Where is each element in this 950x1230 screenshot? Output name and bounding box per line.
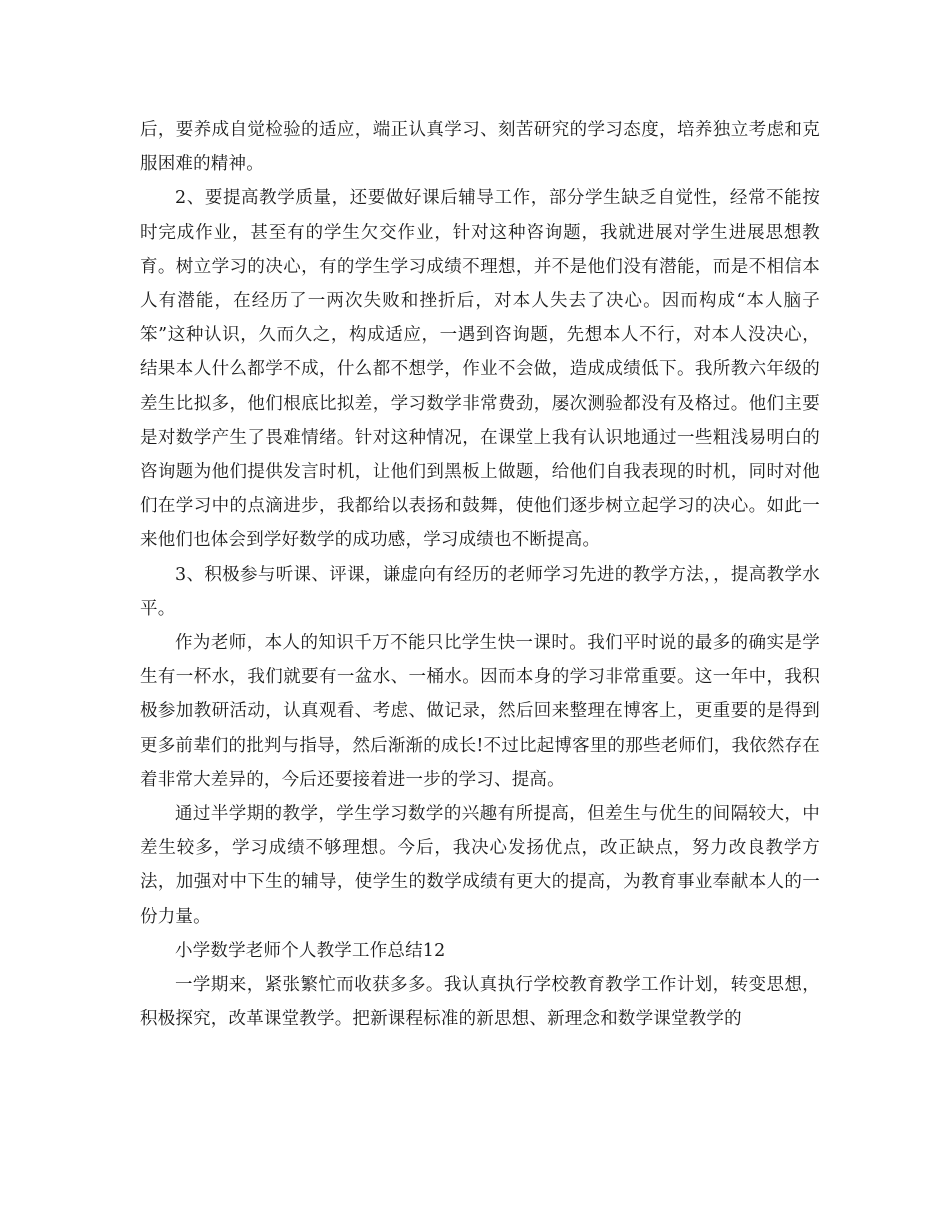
paragraph-semester-summary: 通过半学期的教学，学生学习数学的兴趣有所提高，但差生与优生的间隔较大，中差生较多，学习成绩不够理想。今后，我决心发扬优点，改正缺点，努力改良教学方法，加强对中下生的辅导，使学生的数学成绩有更大的提高，为教育事业奉献本人的一份力量。 xyxy=(140,804,820,927)
section-heading: 小学数学老师个人教学工作总结12 xyxy=(175,940,446,961)
paragraph-continuation: 后，要养成自觉检验的适应，端正认真学习、刻苦研究的学习态度，培养独立考虑和克服困难的精神。 xyxy=(140,120,820,175)
paragraph-point-2: 2、要提高教学质量，还要做好课后辅导工作，部分学生缺乏自觉性，经常不能按时完成作业，甚至有的学生欠交作业，针对这种咨询题，我就进展对学生进展思想教育。树立学习的决心，有的学生学习成绩不理想，并不是他们没有潜能，而是不相信本人有潜能，在经历了一两次失败和挫折后，对本人失去了决心。因而构成“本人脑子笨”这种认识，久而久之，构成适应，一遇到咨询题，先想本人不行，对本人没决心，结果本人什么都学不成，什么都不想学，作业不会做，造成成绩低下。我所教六年级的差生比拟多，他们根底比拟差，学习数学非常费劲，屡次测验都没有及格过。他们主要是对数学产生了畏难情绪。针对这种情况，在课堂上我有认识地通过一些粗浅易明白的咨询题为他们提供发言时机，让他们到黑板上做题，给他们自我表现的时机，同时对他们在学习中的点滴进步，我都给以表扬和鼓舞，使他们逐步树立起学习的决心。如此一来他们也体会到学好数学的成功感，学习成绩也不断提高。 xyxy=(140,188,820,551)
paragraph-section-intro: 一学期来，紧张繁忙而收获多多。我认真执行学校教育教学工作计划，转变思想，积极探究，改革课堂教学。把新课程标准的新思想、新理念和数学课堂教学的 xyxy=(140,975,820,1030)
paragraph-point-3: 3、积极参与听课、评课，谦虚向有经历的老师学习先进的教学方法，，提高教学水平。 xyxy=(140,564,820,619)
document-body xyxy=(140,113,820,1036)
paragraph-teacher-learning: 作为老师，本人的知识千万不能只比学生快一课时。我们平时说的最多的确实是学生有一杯水，我们就要有一盆水、一桶水。因而本身的学习非常重要。这一年中，我积极参加教研活动，认真观看、考虑、做记录，然后回来整理在博客上，更重要的是得到更多前辈们的批判与指导，然后渐渐的成长!不过比起博客里的那些老师们，我依然存在着非常大差异的，今后还要接着进一步的学习、提高。 xyxy=(140,633,820,790)
